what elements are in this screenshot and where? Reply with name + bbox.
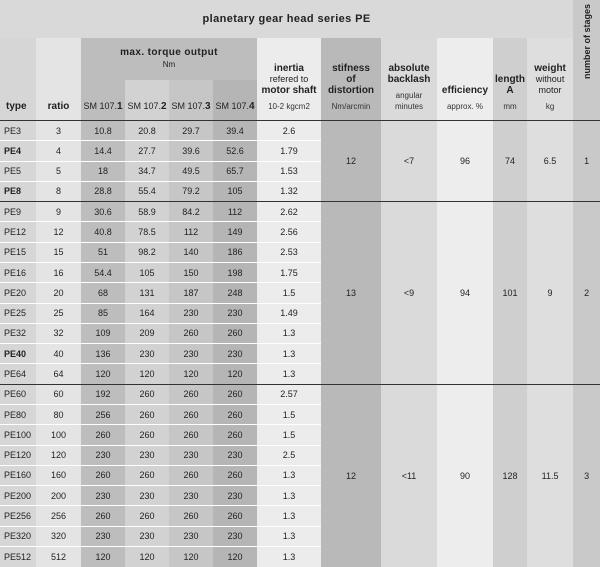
cell-sm1: 109 (81, 323, 125, 343)
cell-ratio: 64 (36, 364, 81, 384)
cell-sm3: 230 (169, 445, 213, 465)
cell-sm2: 230 (125, 344, 169, 364)
cell-weight: 6.5 (527, 121, 573, 202)
cell-sm2: 55.4 (125, 181, 169, 201)
cell-sm4: 230 (213, 303, 257, 323)
cell-ratio: 32 (36, 323, 81, 343)
cell-type: PE9 (0, 202, 36, 222)
cell-sm4: 248 (213, 283, 257, 303)
cell-sm4: 230 (213, 486, 257, 506)
cell-type: PE256 (0, 506, 36, 526)
cell-sm3: 260 (169, 384, 213, 404)
cell-sm1: 40.8 (81, 222, 125, 242)
cell-backlash: <11 (381, 384, 437, 567)
cell-sm3: 120 (169, 546, 213, 567)
cell-type: PE60 (0, 384, 36, 404)
cell-sm2: 260 (125, 465, 169, 485)
cell-inertia: 1.3 (257, 486, 321, 506)
header-torque-title: max. torque output (120, 47, 218, 58)
cell-ratio: 15 (36, 242, 81, 262)
table-body (0, 121, 600, 567)
cell-weight: 11.5 (527, 384, 573, 567)
cell-inertia: 1.3 (257, 323, 321, 343)
cell-type: PE80 (0, 404, 36, 424)
cell-sm2: 230 (125, 445, 169, 465)
cell-efficiency: 90 (437, 384, 493, 567)
cell-sm3: 79.2 (169, 181, 213, 201)
cell-sm4: 260 (213, 506, 257, 526)
cell-sm2: 260 (125, 506, 169, 526)
table-title: planetary gear head series PE (0, 0, 573, 38)
cell-sm2: 230 (125, 486, 169, 506)
cell-type: PE512 (0, 546, 36, 567)
cell-sm2: 98.2 (125, 242, 169, 262)
cell-type: PE3 (0, 121, 36, 141)
cell-type: PE15 (0, 242, 36, 262)
cell-sm1: 256 (81, 404, 125, 424)
cell-inertia: 1.79 (257, 141, 321, 161)
cell-sm2: 131 (125, 283, 169, 303)
header-stiffness: stifness of distortion Nm/arcmin (321, 38, 381, 121)
cell-sm2: 105 (125, 262, 169, 282)
table-row (0, 202, 600, 222)
cell-ratio: 60 (36, 384, 81, 404)
cell-inertia: 1.75 (257, 262, 321, 282)
cell-sm2: 230 (125, 526, 169, 546)
cell-sm1: 136 (81, 344, 125, 364)
cell-sm4: 260 (213, 465, 257, 485)
cell-sm4: 112 (213, 202, 257, 222)
cell-sm1: 30.6 (81, 202, 125, 222)
cell-sm1: 10.8 (81, 121, 125, 141)
cell-inertia: 2.6 (257, 121, 321, 141)
cell-sm1: 120 (81, 546, 125, 567)
cell-sm4: 65.7 (213, 161, 257, 181)
cell-sm2: 78.5 (125, 222, 169, 242)
cell-type: PE5 (0, 161, 36, 181)
cell-length: 74 (493, 121, 527, 202)
header-efficiency: efficiency approx. % (437, 38, 493, 121)
cell-sm4: 260 (213, 425, 257, 445)
cell-ratio: 40 (36, 344, 81, 364)
header-length: length A mm (493, 38, 527, 121)
cell-sm3: 230 (169, 486, 213, 506)
cell-ratio: 120 (36, 445, 81, 465)
cell-type: PE25 (0, 303, 36, 323)
cell-inertia: 2.57 (257, 384, 321, 404)
cell-sm4: 230 (213, 445, 257, 465)
table-row (0, 384, 600, 404)
cell-sm2: 260 (125, 404, 169, 424)
cell-type: PE12 (0, 222, 36, 242)
cell-ratio: 5 (36, 161, 81, 181)
cell-sm2: 58.9 (125, 202, 169, 222)
cell-sm1: 68 (81, 283, 125, 303)
cell-sm3: 112 (169, 222, 213, 242)
cell-ratio: 8 (36, 181, 81, 201)
cell-ratio: 3 (36, 121, 81, 141)
cell-sm1: 192 (81, 384, 125, 404)
cell-sm3: 187 (169, 283, 213, 303)
cell-sm1: 28.8 (81, 181, 125, 201)
cell-type: PE8 (0, 181, 36, 201)
header-sm-1: SM 107.1 (81, 80, 125, 120)
cell-ratio: 256 (36, 506, 81, 526)
cell-ratio: 100 (36, 425, 81, 445)
cell-sm3: 260 (169, 425, 213, 445)
cell-sm2: 209 (125, 323, 169, 343)
cell-sm4: 260 (213, 384, 257, 404)
cell-sm3: 230 (169, 526, 213, 546)
cell-ratio: 9 (36, 202, 81, 222)
cell-sm4: 260 (213, 404, 257, 424)
cell-type: PE40 (0, 344, 36, 364)
cell-sm1: 260 (81, 465, 125, 485)
cell-sm3: 230 (169, 303, 213, 323)
cell-type: PE16 (0, 262, 36, 282)
cell-sm2: 260 (125, 384, 169, 404)
cell-stages: 3 (573, 384, 600, 567)
cell-sm1: 230 (81, 526, 125, 546)
header-type: type (0, 38, 36, 121)
cell-ratio: 25 (36, 303, 81, 323)
cell-backlash: <9 (381, 202, 437, 385)
cell-inertia: 1.3 (257, 465, 321, 485)
cell-inertia: 2.56 (257, 222, 321, 242)
cell-sm4: 230 (213, 526, 257, 546)
cell-ratio: 80 (36, 404, 81, 424)
cell-sm2: 164 (125, 303, 169, 323)
cell-sm4: 260 (213, 323, 257, 343)
cell-sm3: 39.6 (169, 141, 213, 161)
cell-sm1: 230 (81, 486, 125, 506)
cell-sm4: 149 (213, 222, 257, 242)
cell-inertia: 1.3 (257, 526, 321, 546)
cell-sm2: 34.7 (125, 161, 169, 181)
cell-ratio: 200 (36, 486, 81, 506)
cell-inertia: 1.49 (257, 303, 321, 323)
header-inertia: inertia refered to motor shaft 10-2 kgcm2 (257, 38, 321, 121)
cell-length: 101 (493, 202, 527, 385)
cell-sm3: 120 (169, 364, 213, 384)
table-row (0, 121, 600, 141)
cell-sm1: 260 (81, 425, 125, 445)
cell-inertia: 1.3 (257, 546, 321, 567)
cell-sm2: 120 (125, 364, 169, 384)
cell-sm2: 20.8 (125, 121, 169, 141)
cell-ratio: 320 (36, 526, 81, 546)
cell-type: PE200 (0, 486, 36, 506)
cell-stiffness: 13 (321, 202, 381, 385)
header-sm-3: SM 107.3 (169, 80, 213, 120)
header-ratio: ratio (36, 38, 81, 121)
cell-sm1: 230 (81, 445, 125, 465)
header-weight: weight without motor kg (527, 38, 573, 121)
cell-stages: 1 (573, 121, 600, 202)
cell-sm3: 260 (169, 465, 213, 485)
cell-sm4: 105 (213, 181, 257, 201)
cell-sm3: 150 (169, 262, 213, 282)
cell-inertia: 1.3 (257, 506, 321, 526)
cell-sm3: 84.2 (169, 202, 213, 222)
header-sm-4: SM 107.4 (213, 80, 257, 120)
cell-sm4: 198 (213, 262, 257, 282)
header-backlash: absolute backlash angular minutes (381, 38, 437, 121)
cell-type: PE32 (0, 323, 36, 343)
cell-sm1: 260 (81, 506, 125, 526)
cell-sm4: 39.4 (213, 121, 257, 141)
cell-sm1: 54.4 (81, 262, 125, 282)
cell-type: PE20 (0, 283, 36, 303)
cell-ratio: 512 (36, 546, 81, 567)
cell-sm4: 120 (213, 364, 257, 384)
cell-sm2: 260 (125, 425, 169, 445)
cell-sm3: 260 (169, 323, 213, 343)
cell-inertia: 1.5 (257, 425, 321, 445)
cell-type: PE100 (0, 425, 36, 445)
cell-weight: 9 (527, 202, 573, 385)
cell-type: PE64 (0, 364, 36, 384)
header-stages: number of stages (573, 0, 600, 121)
cell-ratio: 12 (36, 222, 81, 242)
cell-ratio: 20 (36, 283, 81, 303)
cell-stiffness: 12 (321, 384, 381, 567)
cell-inertia: 1.3 (257, 344, 321, 364)
cell-sm3: 260 (169, 404, 213, 424)
cell-inertia: 2.5 (257, 445, 321, 465)
header-torque-unit: Nm (162, 60, 176, 69)
cell-inertia: 1.3 (257, 364, 321, 384)
cell-length: 128 (493, 384, 527, 567)
cell-sm4: 230 (213, 344, 257, 364)
cell-inertia: 1.5 (257, 404, 321, 424)
cell-sm3: 230 (169, 344, 213, 364)
cell-sm4: 186 (213, 242, 257, 262)
cell-sm3: 140 (169, 242, 213, 262)
cell-type: PE160 (0, 465, 36, 485)
cell-sm1: 51 (81, 242, 125, 262)
cell-ratio: 160 (36, 465, 81, 485)
cell-stiffness: 12 (321, 121, 381, 202)
cell-sm1: 120 (81, 364, 125, 384)
cell-ratio: 16 (36, 262, 81, 282)
header-torque (81, 38, 257, 80)
cell-ratio: 4 (36, 141, 81, 161)
cell-sm4: 120 (213, 546, 257, 567)
cell-sm4: 52.6 (213, 141, 257, 161)
cell-backlash: <7 (381, 121, 437, 202)
cell-sm1: 18 (81, 161, 125, 181)
cell-sm2: 27.7 (125, 141, 169, 161)
cell-sm3: 260 (169, 506, 213, 526)
cell-efficiency: 94 (437, 202, 493, 385)
cell-sm2: 120 (125, 546, 169, 567)
cell-efficiency: 96 (437, 121, 493, 202)
cell-inertia: 2.62 (257, 202, 321, 222)
cell-inertia: 1.53 (257, 161, 321, 181)
cell-type: PE120 (0, 445, 36, 465)
cell-inertia: 1.5 (257, 283, 321, 303)
cell-sm3: 29.7 (169, 121, 213, 141)
cell-stages: 2 (573, 202, 600, 385)
header-sm-2: SM 107.2 (125, 80, 169, 120)
cell-type: PE320 (0, 526, 36, 546)
cell-inertia: 2.53 (257, 242, 321, 262)
cell-sm3: 49.5 (169, 161, 213, 181)
cell-type: PE4 (0, 141, 36, 161)
cell-sm1: 14.4 (81, 141, 125, 161)
cell-sm1: 85 (81, 303, 125, 323)
cell-inertia: 1.32 (257, 181, 321, 201)
